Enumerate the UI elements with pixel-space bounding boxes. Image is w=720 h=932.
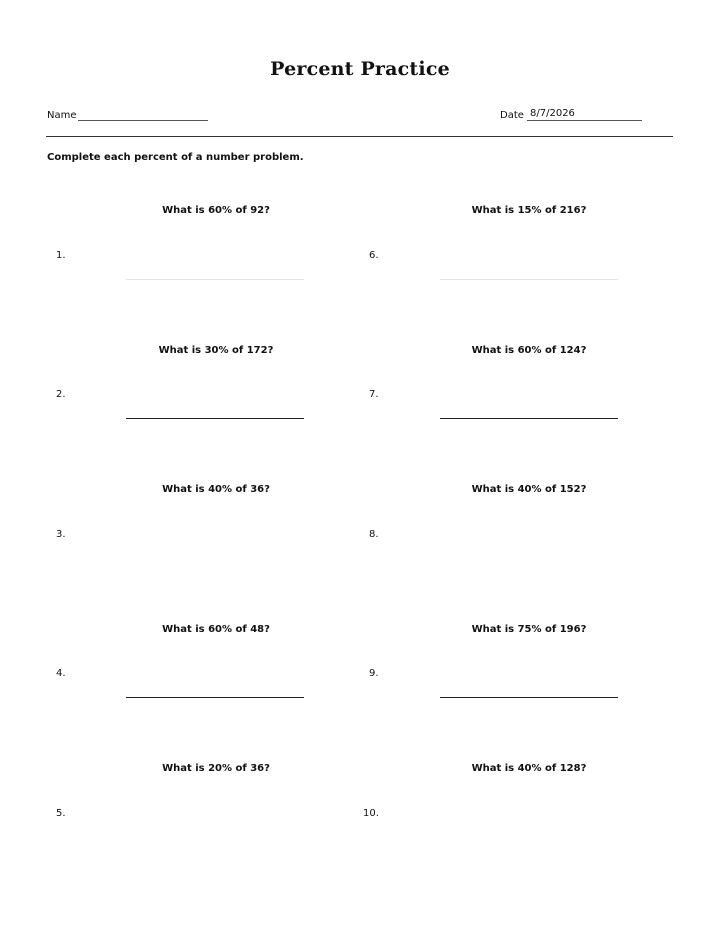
answer-line-2[interactable] — [126, 418, 304, 419]
problem-number-6: 6. — [369, 250, 379, 261]
answer-line-4[interactable] — [126, 697, 304, 698]
name-field[interactable] — [78, 120, 208, 121]
problem-number-2: 2. — [56, 389, 66, 400]
problem-text-4: What is 60% of 48? — [162, 624, 270, 635]
problem-number-5: 5. — [56, 808, 66, 819]
problem-number-1: 1. — [56, 250, 66, 261]
answer-line-9[interactable] — [440, 697, 618, 698]
date-value: 8/7/2026 — [530, 108, 575, 119]
problem-text-6: What is 15% of 216? — [471, 205, 587, 216]
header-divider — [46, 136, 673, 137]
problem-number-8: 8. — [369, 529, 379, 540]
name-label: Name — [47, 110, 77, 121]
problem-number-7: 7. — [369, 389, 379, 400]
problem-number-3: 3. — [56, 529, 66, 540]
answer-line-1[interactable] — [126, 279, 304, 280]
problem-number-4: 4. — [56, 668, 66, 679]
instructions-text: Complete each percent of a number problem. — [47, 152, 304, 163]
problem-number-9: 9. — [369, 668, 379, 679]
problem-text-3: What is 40% of 36? — [162, 484, 270, 495]
problem-text-7: What is 60% of 124? — [471, 345, 587, 356]
problem-text-9: What is 75% of 196? — [471, 624, 587, 635]
problem-text-8: What is 40% of 152? — [471, 484, 587, 495]
answer-line-6[interactable] — [440, 279, 618, 280]
problem-text-10: What is 40% of 128? — [471, 763, 587, 774]
date-label: Date — [500, 110, 524, 121]
problem-number-10: 10. — [363, 808, 379, 819]
date-field[interactable] — [527, 120, 642, 121]
problem-text-1: What is 60% of 92? — [162, 205, 270, 216]
page-title: Percent Practice — [270, 58, 450, 80]
problem-text-2: What is 30% of 172? — [158, 345, 274, 356]
answer-line-7[interactable] — [440, 418, 618, 419]
problem-text-5: What is 20% of 36? — [162, 763, 270, 774]
